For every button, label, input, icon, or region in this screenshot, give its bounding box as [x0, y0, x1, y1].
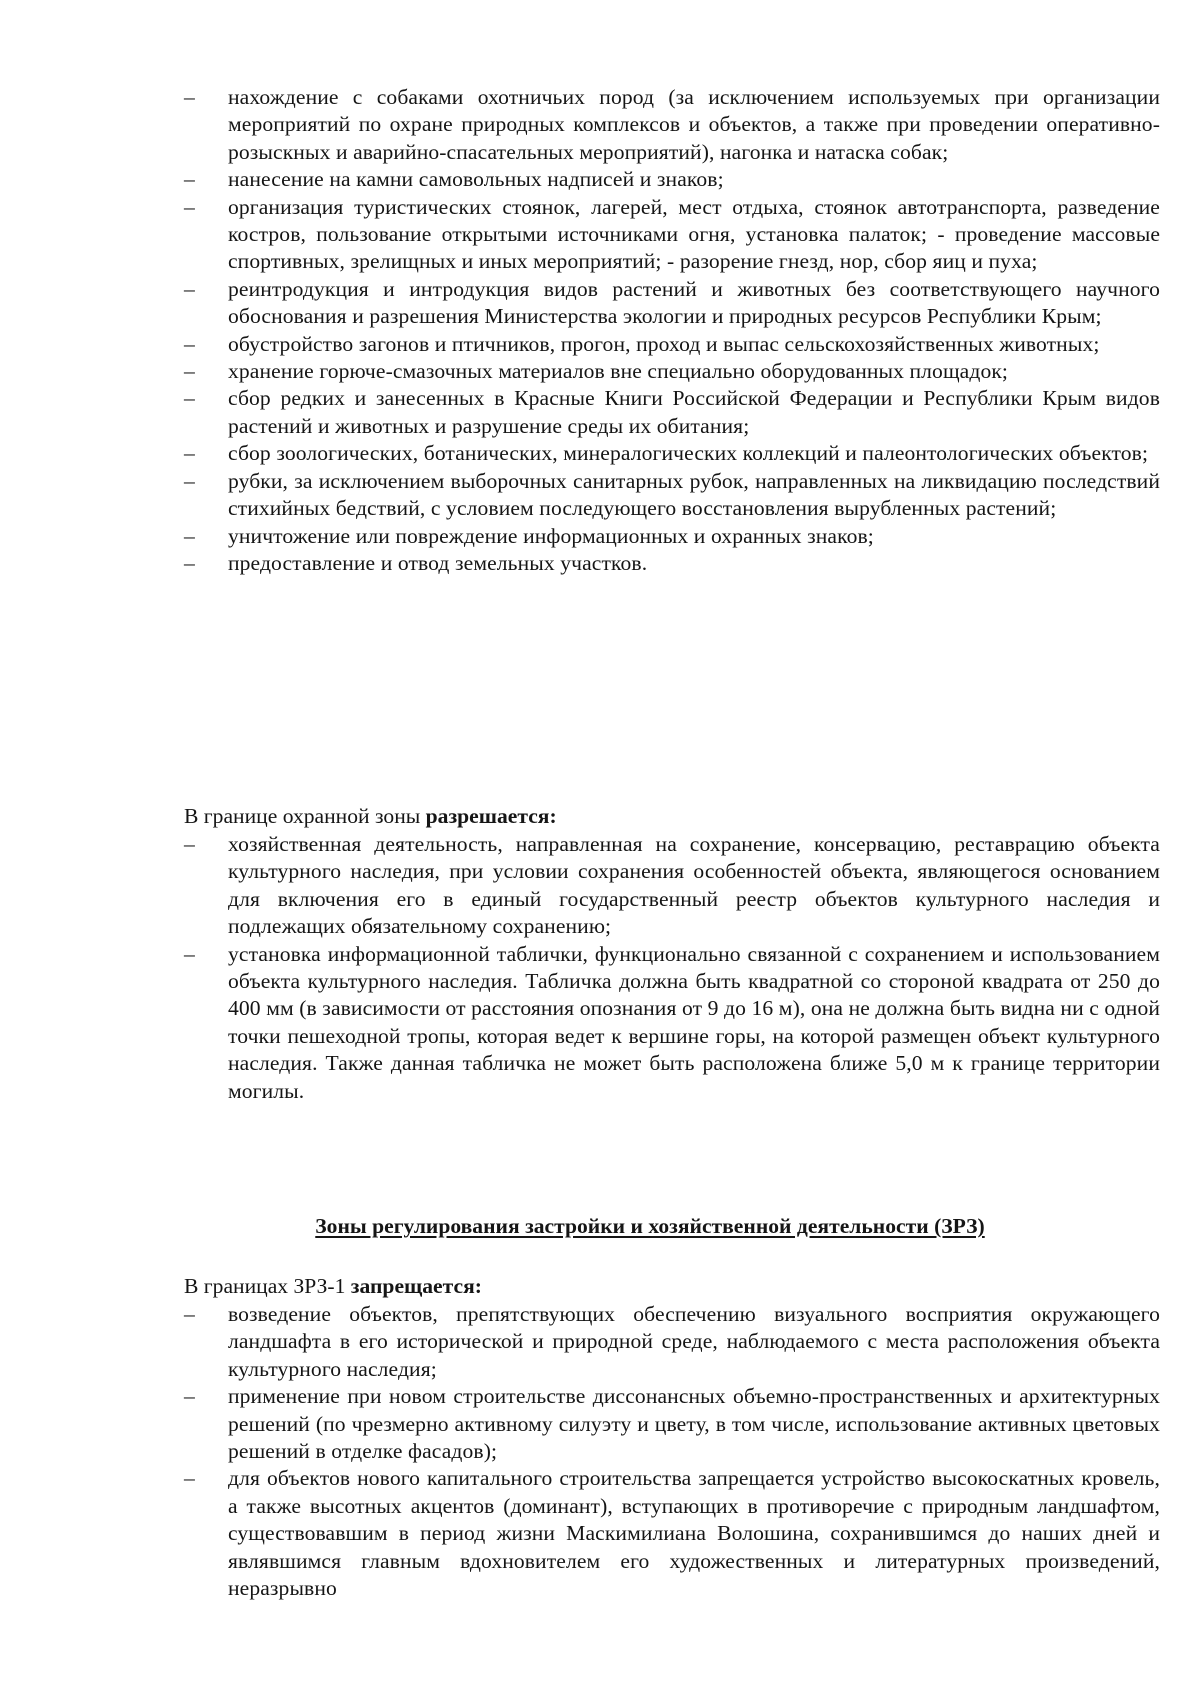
list-dash: –: [184, 832, 195, 856]
list-item: [184, 84, 1160, 166]
zrz-intro: [184, 1273, 1160, 1300]
list-item: [184, 550, 1160, 577]
list-item: [184, 1465, 1160, 1602]
list-item-text: нанесение на камни самовольных надписей и знаков;: [228, 167, 724, 192]
list-item-text: для объектов нового капитального строительства запрещается устройство высокоскатных кровель, а также высотных акцентов (доминант), вступающих в противоречие с природным ландшафтом, существовавшим в период жизни Маскимилиана Волошина, сохранившимся до наших дней и являвшимся главным вдохновителем его художественных и литературных произведений, неразрывно: [228, 1466, 1160, 1601]
list-item-text: реинтродукция и интродукция видов растений и животных без соответствующего научного обоснования и разрешения Министерства экологии и природных ресурсов Республики Крым;: [228, 276, 1160, 329]
list-item-text: хранение горюче-смазочных материалов вне специально оборудованных площадок;: [228, 359, 1009, 384]
list-item-text: предоставление и отвод земельных участков.: [228, 550, 648, 575]
list-item-text: обустройство загонов и птичников, прогон, проход и выпас сельскохозяйственных животных;: [228, 331, 1100, 356]
list-dash: –: [184, 550, 195, 575]
list-item: [184, 440, 1160, 467]
list-item-text: сбор зоологических, ботанических, минералогических коллекций и палеонтологических объектов;: [228, 441, 1149, 466]
list-item-text: возведение объектов, препятствующих обеспечению визуального восприятия окружающего ландшафта в его исторической и природной среде, наблюдаемого с места расположения объекта культурного наследия;: [228, 1302, 1160, 1381]
list-item-text: нахождение с собаками охотничьих пород (за исключением используемых при организации мероприятий по охране природных комплексов и объектов, а также при проведении оперативно-розыскных и аварийно-спасательных мероприятий), нагонка и натаска собак;: [228, 85, 1160, 164]
list-dash: –: [184, 1384, 195, 1409]
list-item: [184, 1383, 1160, 1465]
list-dash: –: [184, 386, 195, 411]
list-dash: –: [184, 441, 195, 466]
list-item-text: применение при новом строительстве диссонансных объемно-пространственных и архитектурных решений (по чрезмерно активному силуэту и цвету, в том числе, использование активных цветовых решений в отделке фасадов);: [228, 1384, 1160, 1464]
list-dash: –: [184, 1302, 195, 1326]
list-dash: –: [184, 468, 195, 493]
list-item-text: установка информационной таблички, функционально связанной с сохранением и использованием объекта культурного наследия. Табличка должна быть квадратной со стороной квадрата от 250 до 400 мм (в зависимости от расстояния опознания от 9 до 16 м), она не должна быть видна ни с одной точки пешеходной тропы, которая ведет к вершине горы, на которой размещен объект культурного наследия. Также данная табличка не может быть расположена ближе 5,0 м к границе территории могилы.: [228, 941, 1160, 1103]
list-dash: –: [184, 194, 195, 219]
list-item: [184, 941, 1160, 1105]
list-item-text: сбор редких и занесенных в Красные Книги Российской Федерации и Республики Крым видов растений и животных и разрушение среды их обитания;: [228, 386, 1160, 438]
list-item: [184, 194, 1160, 276]
permitted-intro-text: В границе охранной зоны: [184, 804, 426, 828]
list-dash: –: [184, 359, 195, 384]
permitted-intro: [184, 803, 1160, 830]
zrz-intro-bold: запрещается:: [350, 1274, 482, 1298]
list-dash: –: [184, 276, 195, 301]
zrz-intro-text: В границах ЗРЗ-1: [184, 1274, 351, 1298]
list-item-text: хозяйственная деятельность, направленная на сохранение, консервацию, реставрацию объекта культурного наследия, при условии сохранения особенностей объекта, являющегося основанием для включения его в единый государственный реестр объектов культурного наследия и подлежащих обязательному сохранению;: [228, 832, 1160, 939]
list-item: [184, 331, 1160, 358]
list-item: [184, 523, 1160, 550]
list-item: [184, 358, 1160, 385]
list-item-text: уничтожение или повреждение информационных и охранных знаков;: [228, 523, 874, 548]
list-item-text: рубки, за исключением выборочных санитарных рубок, направленных на ликвидацию последствий стихийных бедствий, с условием последующего восстановления вырубленных растений;: [228, 468, 1160, 521]
prohibited-activities-list: [184, 84, 1160, 577]
list-item: [184, 831, 1160, 941]
permitted-intro-bold: разрешается:: [425, 804, 557, 828]
list-item: [184, 166, 1160, 193]
list-dash: –: [184, 941, 195, 966]
list-item-text: организация туристических стоянок, лагерей, мест отдыха, стоянок автотранспорта, разведение костров, пользование открытыми источниками огня, установка палаток; - проведение массовые спортивных, зрелищных и иных мероприятий; - разорение гнезд, нор, сбор яиц и пуха;: [228, 194, 1160, 274]
permitted-activities-list: [184, 831, 1160, 1105]
list-dash: –: [184, 523, 195, 548]
list-dash: –: [184, 331, 195, 356]
list-item: [184, 276, 1160, 331]
list-dash: –: [184, 167, 195, 192]
list-item: [184, 1301, 1160, 1383]
list-dash: –: [184, 85, 195, 109]
zrz-prohibited-list: [184, 1301, 1160, 1602]
list-item: [184, 385, 1160, 440]
list-item: [184, 468, 1160, 523]
section-heading: Зоны регулирования застройки и хозяйственной деятельности (ЗРЗ): [315, 1214, 985, 1238]
list-dash: –: [184, 1466, 195, 1491]
